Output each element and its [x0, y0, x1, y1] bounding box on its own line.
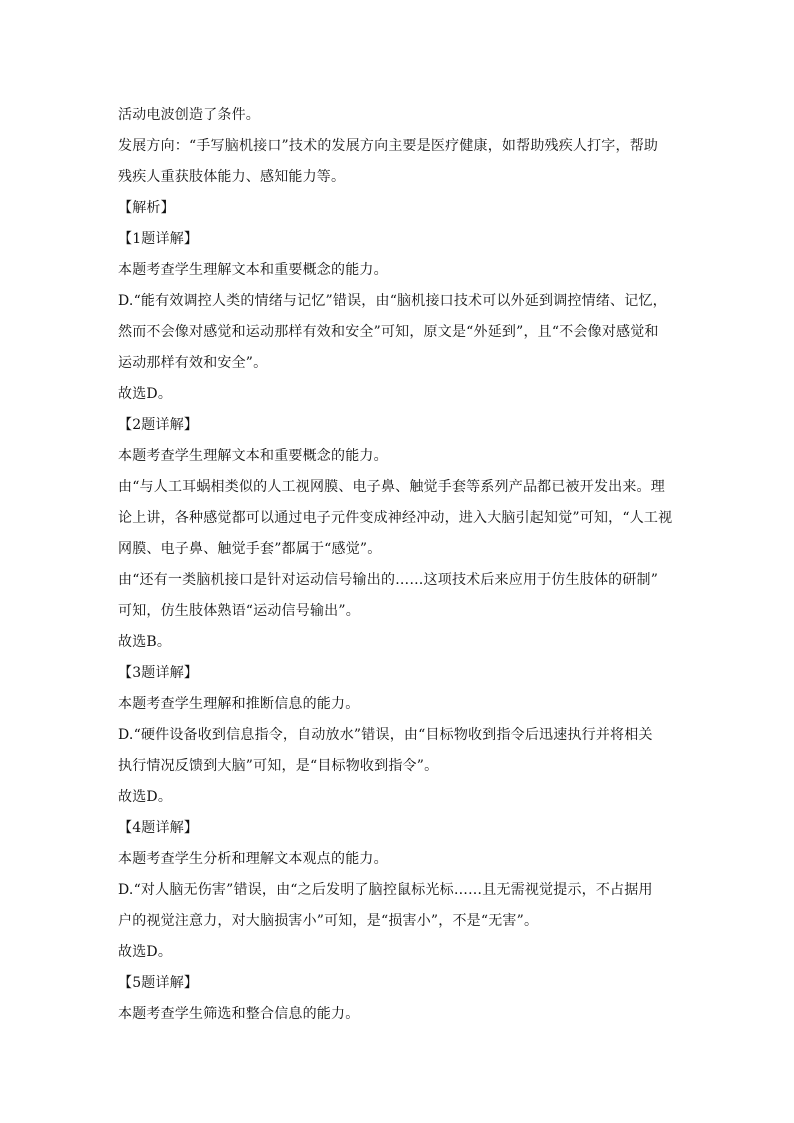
text-line: 网膜、电子鼻、触觉手套”都属于“感觉”。 — [118, 541, 382, 557]
text-line: D.“能有效调控人类的情绪与记忆”错误，由“脑机接口技术可以外延到调控情绪、记忆， — [118, 293, 667, 309]
question-4-heading: 【4题详解】 — [118, 820, 199, 836]
question-1-heading: 【1题详解】 — [118, 231, 199, 247]
text-line: 残疾人重获肢体能力、感知能力等。 — [118, 169, 346, 185]
text-line: 户的视觉注意力，对大脑损害小”可知，是“损害小”，不是“无害”。 — [118, 913, 539, 929]
text-line: 由“还有一类脑机接口是针对运动信号输出的……这项技术后来应用于仿生肢体的研制” — [118, 572, 659, 588]
text-line: 本题考查学生理解文本和重要概念的能力。 — [118, 448, 388, 464]
text-line: 本题考查学生分析和理解文本观点的能力。 — [118, 851, 388, 867]
answer-line: 故选D。 — [118, 789, 173, 805]
text-line: 运动那样有效和安全”。 — [118, 355, 268, 371]
text-line: 活动电波创造了条件。 — [118, 107, 260, 123]
text-line: 本题考查学生理解文本和重要概念的能力。 — [118, 262, 388, 278]
text-line: 然而不会像对感觉和运动那样有效和安全”可知，原文是“外延到”，且“不会像对感觉和 — [118, 324, 659, 340]
text-line: D.“硬件设备收到信息指令，自动放水”错误，由“目标物收到指令后迅速执行并将相关 — [118, 727, 653, 743]
text-line: 发展方向：“手写脑机接口”技术的发展方向主要是医疗健康，如帮助残疾人打字，帮助 — [118, 138, 659, 154]
answer-line: 故选D。 — [118, 386, 173, 402]
document-page — [118, 100, 678, 1030]
text-line: 本题考查学生理解和推断信息的能力。 — [118, 696, 360, 712]
text-line: 本题考查学生筛选和整合信息的能力。 — [118, 1006, 360, 1022]
answer-line: 故选D。 — [118, 944, 173, 960]
answer-line: 故选B。 — [118, 634, 172, 650]
section-heading-analysis: 【解析】 — [118, 200, 175, 216]
text-line: 论上讲，各种感觉都可以通过电子元件变成神经冲动，进入大脑引起知觉”可知，“人工视 — [118, 510, 673, 526]
text-line: 可知，仿生肢体熟语“运动信号输出”。 — [118, 603, 360, 619]
text-line: 执行情况反馈到大脑”可知，是“目标物收到指令”。 — [118, 758, 439, 774]
question-5-heading: 【5题详解】 — [118, 975, 199, 991]
question-3-heading: 【3题详解】 — [118, 665, 199, 681]
text-line: D.“对人脑无伤害”错误，由“之后发明了脑控鼠标光标……且无需视觉提示，不占据用 — [118, 882, 653, 898]
text-line: 由“与人工耳蜗相类似的人工视网膜、电子鼻、触觉手套等系列产品都已被开发出来。理 — [118, 479, 665, 495]
question-2-heading: 【2题详解】 — [118, 417, 199, 433]
